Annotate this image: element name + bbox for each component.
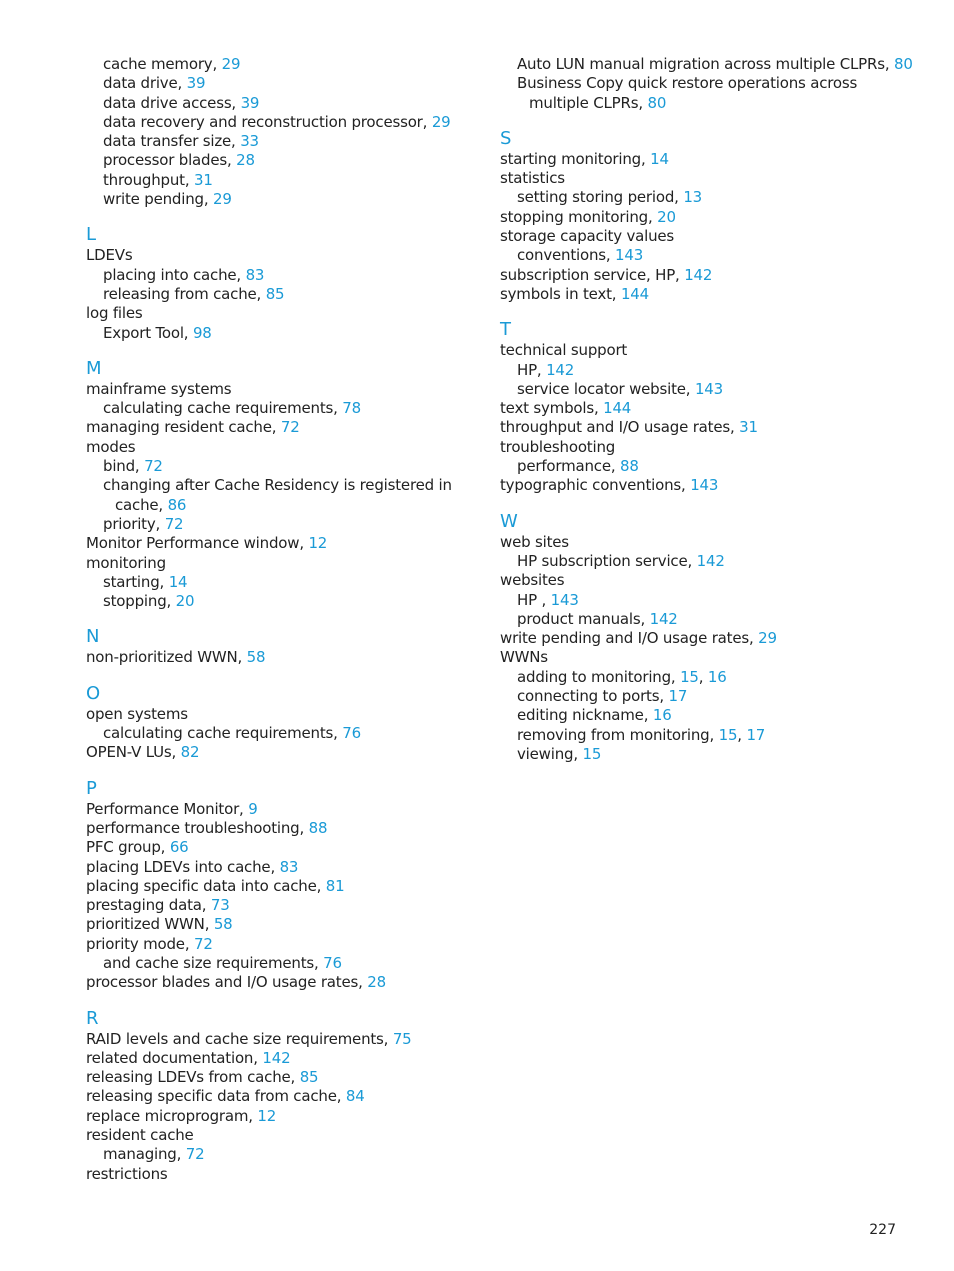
index-subentry <box>86 55 486 74</box>
entry-term: editing nickname, <box>517 706 649 725</box>
entry-term: monitoring <box>86 553 166 572</box>
page-link[interactable]: 73 <box>210 896 230 915</box>
page-link[interactable]: 39 <box>240 93 260 112</box>
index-subentry <box>500 380 900 399</box>
page-link[interactable]: 142 <box>262 1048 291 1067</box>
entry-term: and cache size requirements, <box>103 953 319 972</box>
index-subentry <box>500 591 900 610</box>
page-link[interactable]: 20 <box>657 207 676 226</box>
page-link[interactable]: 142 <box>546 360 575 379</box>
page-link[interactable]: 66 <box>169 838 189 857</box>
page-link[interactable]: 83 <box>245 265 265 284</box>
entry-term: modes <box>86 437 136 456</box>
page-link[interactable]: 16 <box>707 667 727 686</box>
index-entry <box>86 838 486 857</box>
entry-term: subscription service, HP, <box>500 265 680 284</box>
entry-term: placing into cache, <box>103 265 241 284</box>
page-link[interactable]: 144 <box>603 399 632 418</box>
index-entry <box>86 1165 486 1184</box>
section-letter-heading: R <box>86 1007 99 1029</box>
index-entry <box>86 1126 486 1145</box>
page-link[interactable]: 84 <box>345 1087 365 1106</box>
index-subentry: removing from monitoring, 15, 17 <box>517 725 766 744</box>
page-link[interactable]: 143 <box>694 379 723 398</box>
page-link[interactable]: 15 <box>680 667 699 686</box>
index-subentry <box>86 954 486 973</box>
index-entry <box>86 858 486 877</box>
entry-term: processor blades and I/O usage rates, <box>86 973 363 992</box>
entry-term: releasing LDEVs from cache, <box>86 1068 296 1087</box>
entry-term: placing LDEVs into cache, <box>86 857 276 876</box>
page-link[interactable]: 39 <box>186 74 206 93</box>
entry-term: statistics <box>500 169 565 188</box>
page-link[interactable]: 81 <box>325 876 345 895</box>
entry-term: starting monitoring, <box>500 149 646 168</box>
index-subentry <box>86 1145 486 1164</box>
index-subentry <box>86 573 486 592</box>
page-link[interactable]: 88 <box>308 818 328 837</box>
index-section <box>500 55 913 113</box>
page-link[interactable]: 72 <box>144 457 163 476</box>
index-subentry <box>86 151 486 170</box>
index-section <box>86 55 486 209</box>
entry-term: priority, <box>103 514 161 533</box>
entry-term: performance troubleshooting, <box>86 818 305 837</box>
index-section <box>86 359 486 612</box>
entry-term: processor blades, <box>103 151 232 170</box>
index-subentry <box>86 515 486 534</box>
page-link[interactable]: 29 <box>431 112 451 131</box>
index-subentry <box>86 190 486 209</box>
page-link[interactable]: 12 <box>308 534 328 553</box>
entry-term: storage capacity values <box>500 227 675 246</box>
entry-term: priority mode, <box>86 934 190 953</box>
index-subentry <box>86 724 486 743</box>
index-subentry <box>500 745 900 764</box>
page-link[interactable]: 75 <box>392 1029 412 1048</box>
page-link[interactable]: 83 <box>279 857 299 876</box>
index-entry <box>500 533 900 552</box>
index-subentry <box>500 687 900 706</box>
index-entry <box>86 935 486 954</box>
index-subentry <box>86 457 486 476</box>
page-link[interactable]: 14 <box>168 572 188 591</box>
index-subentry <box>500 361 900 380</box>
section-letter-heading: L <box>86 224 97 246</box>
page-link[interactable]: 82 <box>180 743 200 762</box>
index-entry <box>86 1030 486 1049</box>
page-link[interactable]: 16 <box>652 706 672 725</box>
page-link[interactable]: 80 <box>647 93 667 112</box>
index-entry <box>86 380 486 399</box>
entry-term: service locator website, <box>517 379 691 398</box>
page-number: 227 <box>869 1222 896 1238</box>
index-entry <box>86 1068 486 1087</box>
entry-term: HP , <box>517 590 547 609</box>
entry-term: connecting to ports, <box>517 687 664 706</box>
entry-term: web sites <box>500 532 569 551</box>
index-section <box>500 129 900 304</box>
page-link[interactable]: 72 <box>185 1145 205 1164</box>
index-subentry <box>86 94 486 113</box>
page-link[interactable]: 28 <box>236 151 255 170</box>
section-letter-heading: O <box>86 682 101 704</box>
page-link[interactable]: 17 <box>668 687 688 706</box>
page-link[interactable]: 72 <box>164 514 184 533</box>
index-entry <box>86 1107 486 1126</box>
index-subentry <box>86 266 486 285</box>
index-entry <box>86 800 486 819</box>
entry-term: non-prioritized WWN, <box>86 648 243 667</box>
entry-term: Export Tool, <box>103 323 189 342</box>
entry-term: data transfer size, <box>103 132 236 151</box>
page-link[interactable]: 13 <box>683 188 702 207</box>
page-link[interactable]: 29 <box>221 55 241 73</box>
entry-term: managing resident cache, <box>86 418 277 437</box>
entry-term: prioritized WWN, <box>86 915 210 934</box>
entry-term: OPEN-V LUs, <box>86 743 177 762</box>
entry-term: starting, <box>103 572 165 591</box>
index-entry <box>86 418 486 437</box>
page-link[interactable]: 78 <box>342 399 361 418</box>
entry-term: HP, <box>517 360 542 379</box>
entry-term: throughput and I/O usage rates, <box>500 418 735 437</box>
index-entry <box>86 973 486 992</box>
page-link[interactable]: 85 <box>299 1068 319 1087</box>
page-link[interactable]: 76 <box>323 953 342 972</box>
index-subentry <box>500 610 900 629</box>
index-subentry <box>86 592 486 611</box>
index-section <box>500 512 900 765</box>
index-subentry <box>86 285 486 304</box>
entry-term: bind, <box>103 457 140 476</box>
index-section <box>86 225 486 342</box>
index-entry <box>500 418 900 437</box>
entry-term: removing from monitoring, <box>517 725 715 744</box>
index-section <box>86 684 486 763</box>
index-entry <box>86 246 486 265</box>
page-link[interactable]: 142 <box>649 609 678 628</box>
page-link[interactable]: 28 <box>367 973 386 992</box>
index-entry <box>500 438 900 457</box>
page-link[interactable]: 143 <box>690 476 719 495</box>
index-entry <box>86 648 486 667</box>
page-link[interactable]: 9 <box>248 799 258 818</box>
page-link[interactable]: 88 <box>620 457 639 476</box>
page-link[interactable]: 85 <box>265 284 285 303</box>
page-link[interactable]: 86 <box>167 495 187 514</box>
index-subentry <box>86 74 486 93</box>
index-section <box>500 320 900 495</box>
page-link[interactable]: 58 <box>213 915 233 934</box>
index-entry <box>500 208 900 227</box>
index-subentry <box>500 74 900 113</box>
entry-term: calculating cache requirements, <box>103 399 338 418</box>
index-entry <box>86 304 486 323</box>
entry-term: calculating cache requirements, <box>103 724 338 743</box>
entry-term: stopping monitoring, <box>500 207 653 226</box>
page-link[interactable]: 72 <box>280 418 300 437</box>
entry-term: RAID levels and cache size requirements, <box>86 1029 389 1048</box>
index-entry <box>500 648 900 667</box>
entry-term: viewing, <box>517 744 578 763</box>
index-subentry <box>86 171 486 190</box>
entry-term: prestaging data, <box>86 896 207 915</box>
index-entry <box>500 227 900 246</box>
index-subentry <box>500 457 900 476</box>
section-letter-heading: T <box>500 319 511 341</box>
entry-term: HP subscription service, <box>517 551 693 570</box>
index-column-left <box>86 55 486 1184</box>
index-subentry <box>86 113 486 132</box>
index-entry <box>500 150 900 169</box>
entry-term: log files <box>86 304 143 323</box>
entry-term: changing after Cache Residency is registered in cache, <box>103 476 452 514</box>
index-entry <box>500 169 900 188</box>
page-link[interactable]: 29 <box>213 190 232 209</box>
index-subentry <box>500 706 900 725</box>
section-letter-heading: P <box>86 777 97 799</box>
index-entry <box>86 743 486 762</box>
index-entry <box>500 341 900 360</box>
entry-term: managing, <box>103 1145 182 1164</box>
page-link[interactable]: 142 <box>696 551 725 570</box>
index-entry <box>500 285 900 304</box>
index-subentry <box>86 324 486 343</box>
section-letter-heading: S <box>500 127 512 149</box>
page-link[interactable]: 15 <box>718 725 738 744</box>
entry-term: resident cache <box>86 1126 194 1145</box>
page-link[interactable]: 31 <box>739 418 758 437</box>
page-link[interactable]: 143 <box>550 590 579 609</box>
entry-term: throughput, <box>103 170 190 189</box>
page-link[interactable]: 15 <box>582 744 602 763</box>
page-link[interactable]: 144 <box>620 284 649 303</box>
index-entry <box>86 877 486 896</box>
entry-term: placing specific data into cache, <box>86 876 322 895</box>
index-subentry <box>500 55 913 74</box>
index-entry <box>86 438 486 457</box>
index-entry <box>86 819 486 838</box>
index-section <box>86 779 486 993</box>
entry-term: open systems <box>86 704 188 723</box>
entry-term: typographic conventions, <box>500 476 686 495</box>
entry-term: write pending and I/O usage rates, <box>500 629 754 648</box>
entry-term: Performance Monitor, <box>86 799 244 818</box>
entry-term: text symbols, <box>500 399 599 418</box>
index-subentry <box>86 399 486 418</box>
page-link[interactable]: 143 <box>615 246 644 265</box>
entry-term: stopping, <box>103 592 172 611</box>
page-link[interactable]: 14 <box>650 149 669 168</box>
index-subentry <box>500 552 900 571</box>
index-entry <box>86 705 486 724</box>
page-link[interactable]: 12 <box>257 1106 277 1125</box>
entry-term: restrictions <box>86 1164 168 1183</box>
entry-term: conventions, <box>517 246 611 265</box>
index-entry <box>86 896 486 915</box>
page-link[interactable]: 33 <box>240 132 259 151</box>
index-entry <box>500 629 900 648</box>
entry-term: mainframe systems <box>86 379 232 398</box>
entry-term: write pending, <box>103 190 209 209</box>
index-subentry <box>500 246 900 265</box>
index-entry <box>500 399 900 418</box>
entry-term: data drive, <box>103 74 183 93</box>
entry-term: Monitor Performance window, <box>86 534 304 553</box>
index-column-right <box>500 55 913 764</box>
index-entry <box>86 1087 486 1106</box>
index-section <box>86 627 486 667</box>
entry-term: technical support <box>500 341 628 360</box>
index-subentry <box>86 132 486 151</box>
entry-term: adding to monitoring, <box>517 667 676 686</box>
index-entry <box>500 476 900 495</box>
entry-term: troubleshooting <box>500 437 616 456</box>
index-entry <box>86 915 486 934</box>
index-entry <box>500 266 900 285</box>
index-subentry: adding to monitoring, 15, 16 <box>517 667 727 686</box>
index-subentry <box>86 476 486 515</box>
page-link[interactable]: 31 <box>194 170 213 189</box>
page-link[interactable]: 29 <box>758 629 777 648</box>
index-section <box>86 1009 486 1184</box>
entry-term: websites <box>500 571 565 590</box>
entry-term: related documentation, <box>86 1048 258 1067</box>
page-link[interactable]: 76 <box>342 724 361 743</box>
entry-term: data recovery and reconstruction processor, <box>103 112 428 131</box>
page-link[interactable]: 17 <box>746 725 766 744</box>
entry-term: symbols in text, <box>500 284 617 303</box>
section-letter-heading: W <box>500 510 518 532</box>
section-letter-heading: M <box>86 357 102 379</box>
entry-term: LDEVs <box>86 246 133 265</box>
entry-term: PFC group, <box>86 838 166 857</box>
entry-term: setting storing period, <box>517 188 679 207</box>
page-link[interactable]: 20 <box>175 592 195 611</box>
entry-term: cache memory, <box>103 55 218 73</box>
entry-term: replace microprogram, <box>86 1106 253 1125</box>
page-link[interactable]: 142 <box>684 265 713 284</box>
index-entry <box>86 534 486 553</box>
page-link[interactable]: 72 <box>193 934 213 953</box>
index-subentry <box>500 188 900 207</box>
page-link[interactable]: 98 <box>192 323 212 342</box>
entry-term: Business Copy quick restore operations across multiple CLPRs, <box>517 74 858 112</box>
entry-term: releasing specific data from cache, <box>86 1087 342 1106</box>
entry-term: performance, <box>517 457 616 476</box>
page-link[interactable]: 58 <box>246 648 266 667</box>
entry-term: data drive access, <box>103 93 236 112</box>
entry-term: Auto LUN manual migration across multiple CLPRs, <box>517 55 890 73</box>
entry-term: product manuals, <box>517 609 646 628</box>
page-link[interactable]: 80 <box>894 55 913 73</box>
index-entry <box>86 554 486 573</box>
index-entry <box>500 571 900 590</box>
index-entry <box>86 1049 486 1068</box>
section-letter-heading: N <box>86 626 100 648</box>
entry-term: releasing from cache, <box>103 284 262 303</box>
entry-term: WWNs <box>500 648 548 667</box>
